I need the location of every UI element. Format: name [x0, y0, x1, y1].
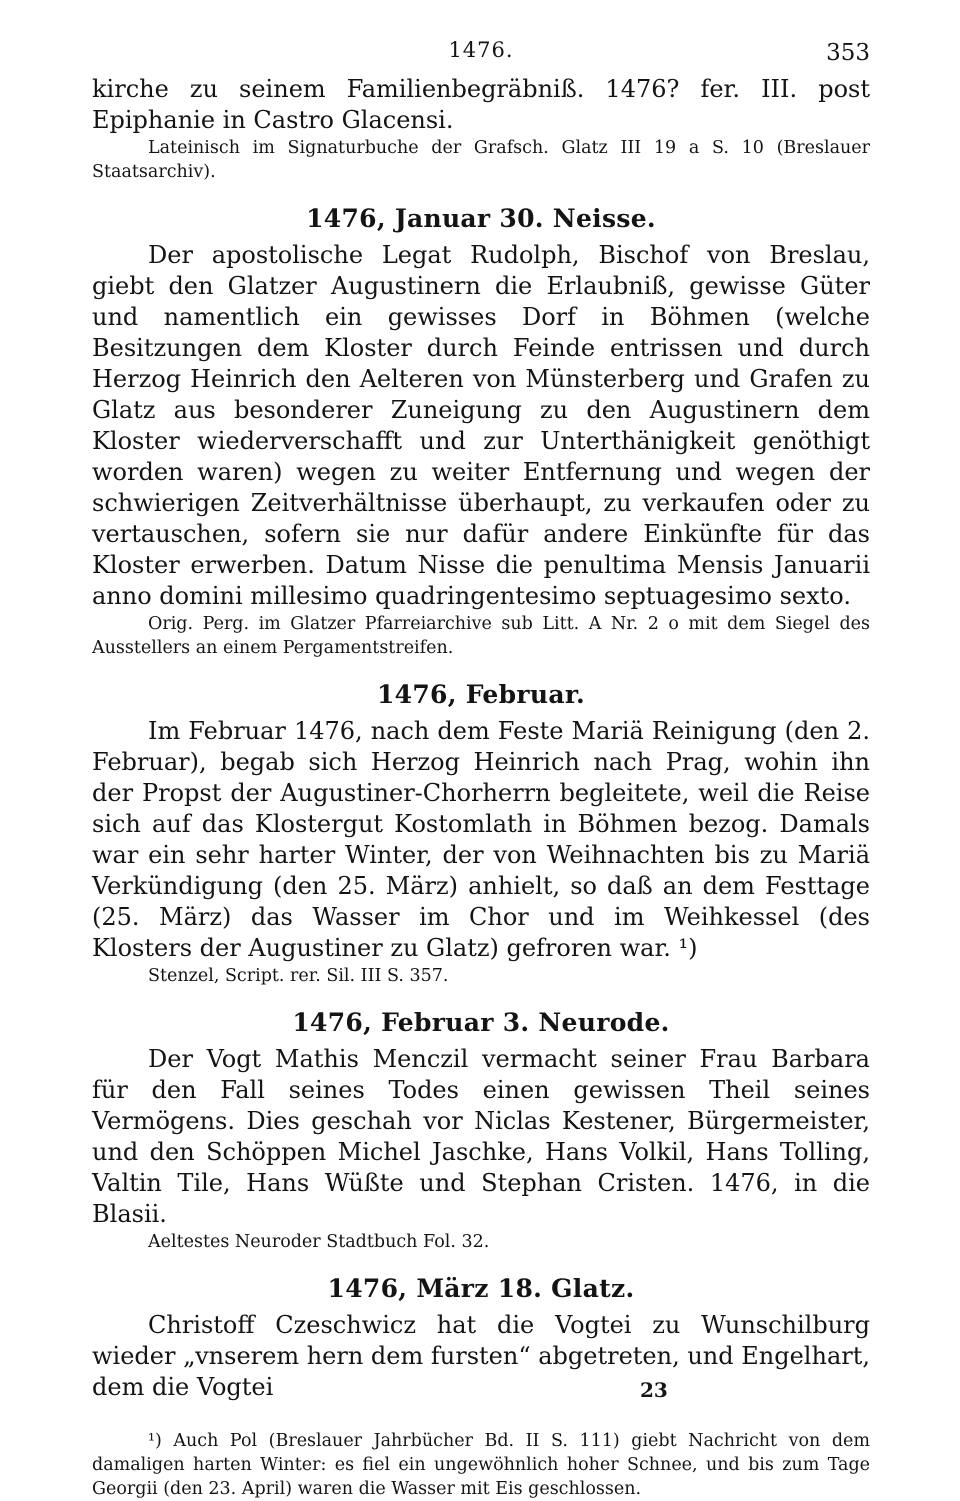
entry-heading: 1476, Februar 3. Neurode.: [292, 1008, 670, 1037]
source-note: Orig. Perg. im Glatzer Pfarreiarchive sub Litt. A Nr. 2 o mit dem Siegel des Ausstellers an einem Pergamentstreifen.: [92, 614, 870, 658]
entry-heading: 1476, Januar 30. Neisse.: [306, 204, 656, 233]
continued-paragraph: kirche zu seinem Familienbegräbniß. 1476? fer. III. post Epiphanie in Castro Glacensi.: [92, 75, 870, 134]
entry-heading: 1476, Februar.: [376, 680, 586, 709]
footnote-section: [92, 1429, 870, 1501]
document-page: [92, 28, 870, 1499]
header-year: 1476.: [448, 38, 514, 62]
entry-heading: 1476, März 18. Glatz.: [327, 1274, 635, 1303]
entry-text: Der Vogt Mathis Menczil vermacht seiner Frau Barbara für den Fall seines Todes einen gewissen Theil seines Vermögens. Dies geschah vor Niclas Kestener, Bürgermeister, und den Schöppen Michel Jaschke, Hans Volkil, Hans Tolling, Valtin Tile, Hans Wüßte und Stephan Cristen. 1476, in die Blasii.: [92, 1045, 870, 1228]
entry-text: Im Februar 1476, nach dem Feste Mariä Reinigung (den 2. Februar), begab sich Herzog Heinrich nach Prag, wohin ihn der Propst der Augustiner-Chorherrn begleitete, weil die Reise sich auf das Klostergut Kostomlath in Böhmen bezog. Damals war ein sehr harter Winter, der von Weihnachten bis zu Mariä Verkündigung (den 25. März) anhielt, so daß an dem Festtage (25. März) das Wasser im Chor und im Weihkessel (des Klosters der Augustiner zu Glatz) gefroren war. ¹): [92, 717, 870, 962]
entry-text: Der apostolische Legat Rudolph, Bischof von Breslau, giebt den Glatzer Augustinern die Erlaubniß, gewisse Güter und namentlich ein gewisses Dorf in Böhmen (welche Besitzungen dem Kloster durch Feinde entrissen und durch Herzog Heinrich den Aelteren von Münsterberg und Grafen zu Glatz aus besonderer Zuneigung zu den Augustinern dem Kloster wiederverschafft und zur Unterthänigkeit genöthigt worden waren) wegen zu weiter Entfernung und wegen der schwierigen Zeitverhältnisse überhaupt, zu verkaufen oder zu vertauschen, sofern sie nur dafür andere Einkünfte für das Kloster erwerben. Datum Nisse die penultima Mensis Januarii anno domini millesimo quadringentesimo septuagesimo sexto.: [92, 241, 870, 610]
running-header: [92, 28, 870, 74]
source-note: Stenzel, Script. rer. Sil. III S. 357.: [148, 966, 449, 986]
source-note: Aeltestes Neuroder Stadtbuch Fol. 32.: [148, 1232, 490, 1252]
signature-mark: 23: [640, 1378, 668, 1402]
source-note: Lateinisch im Signaturbuche der Grafsch. Glatz III 19 a S. 10 (Breslauer Staatsarchiv).: [92, 138, 870, 182]
entry-text: Christoff Czeschwicz hat die Vogtei zu Wunschilburg wieder „vnserem hern dem fursten“ abgetreten, und Engelhart, dem die Vogtei: [92, 1311, 870, 1401]
page-number: 353: [826, 40, 870, 66]
footnote: ¹) Auch Pol (Breslauer Jahrbücher Bd. II S. 111) giebt Nachricht von dem damaligen harten Winter: es fiel ein ungewöhnlich hoher Schnee, und bis zum Tage Georgii (den 23. April) waren die Wasser mit Eis geschlossen.: [92, 1431, 870, 1499]
